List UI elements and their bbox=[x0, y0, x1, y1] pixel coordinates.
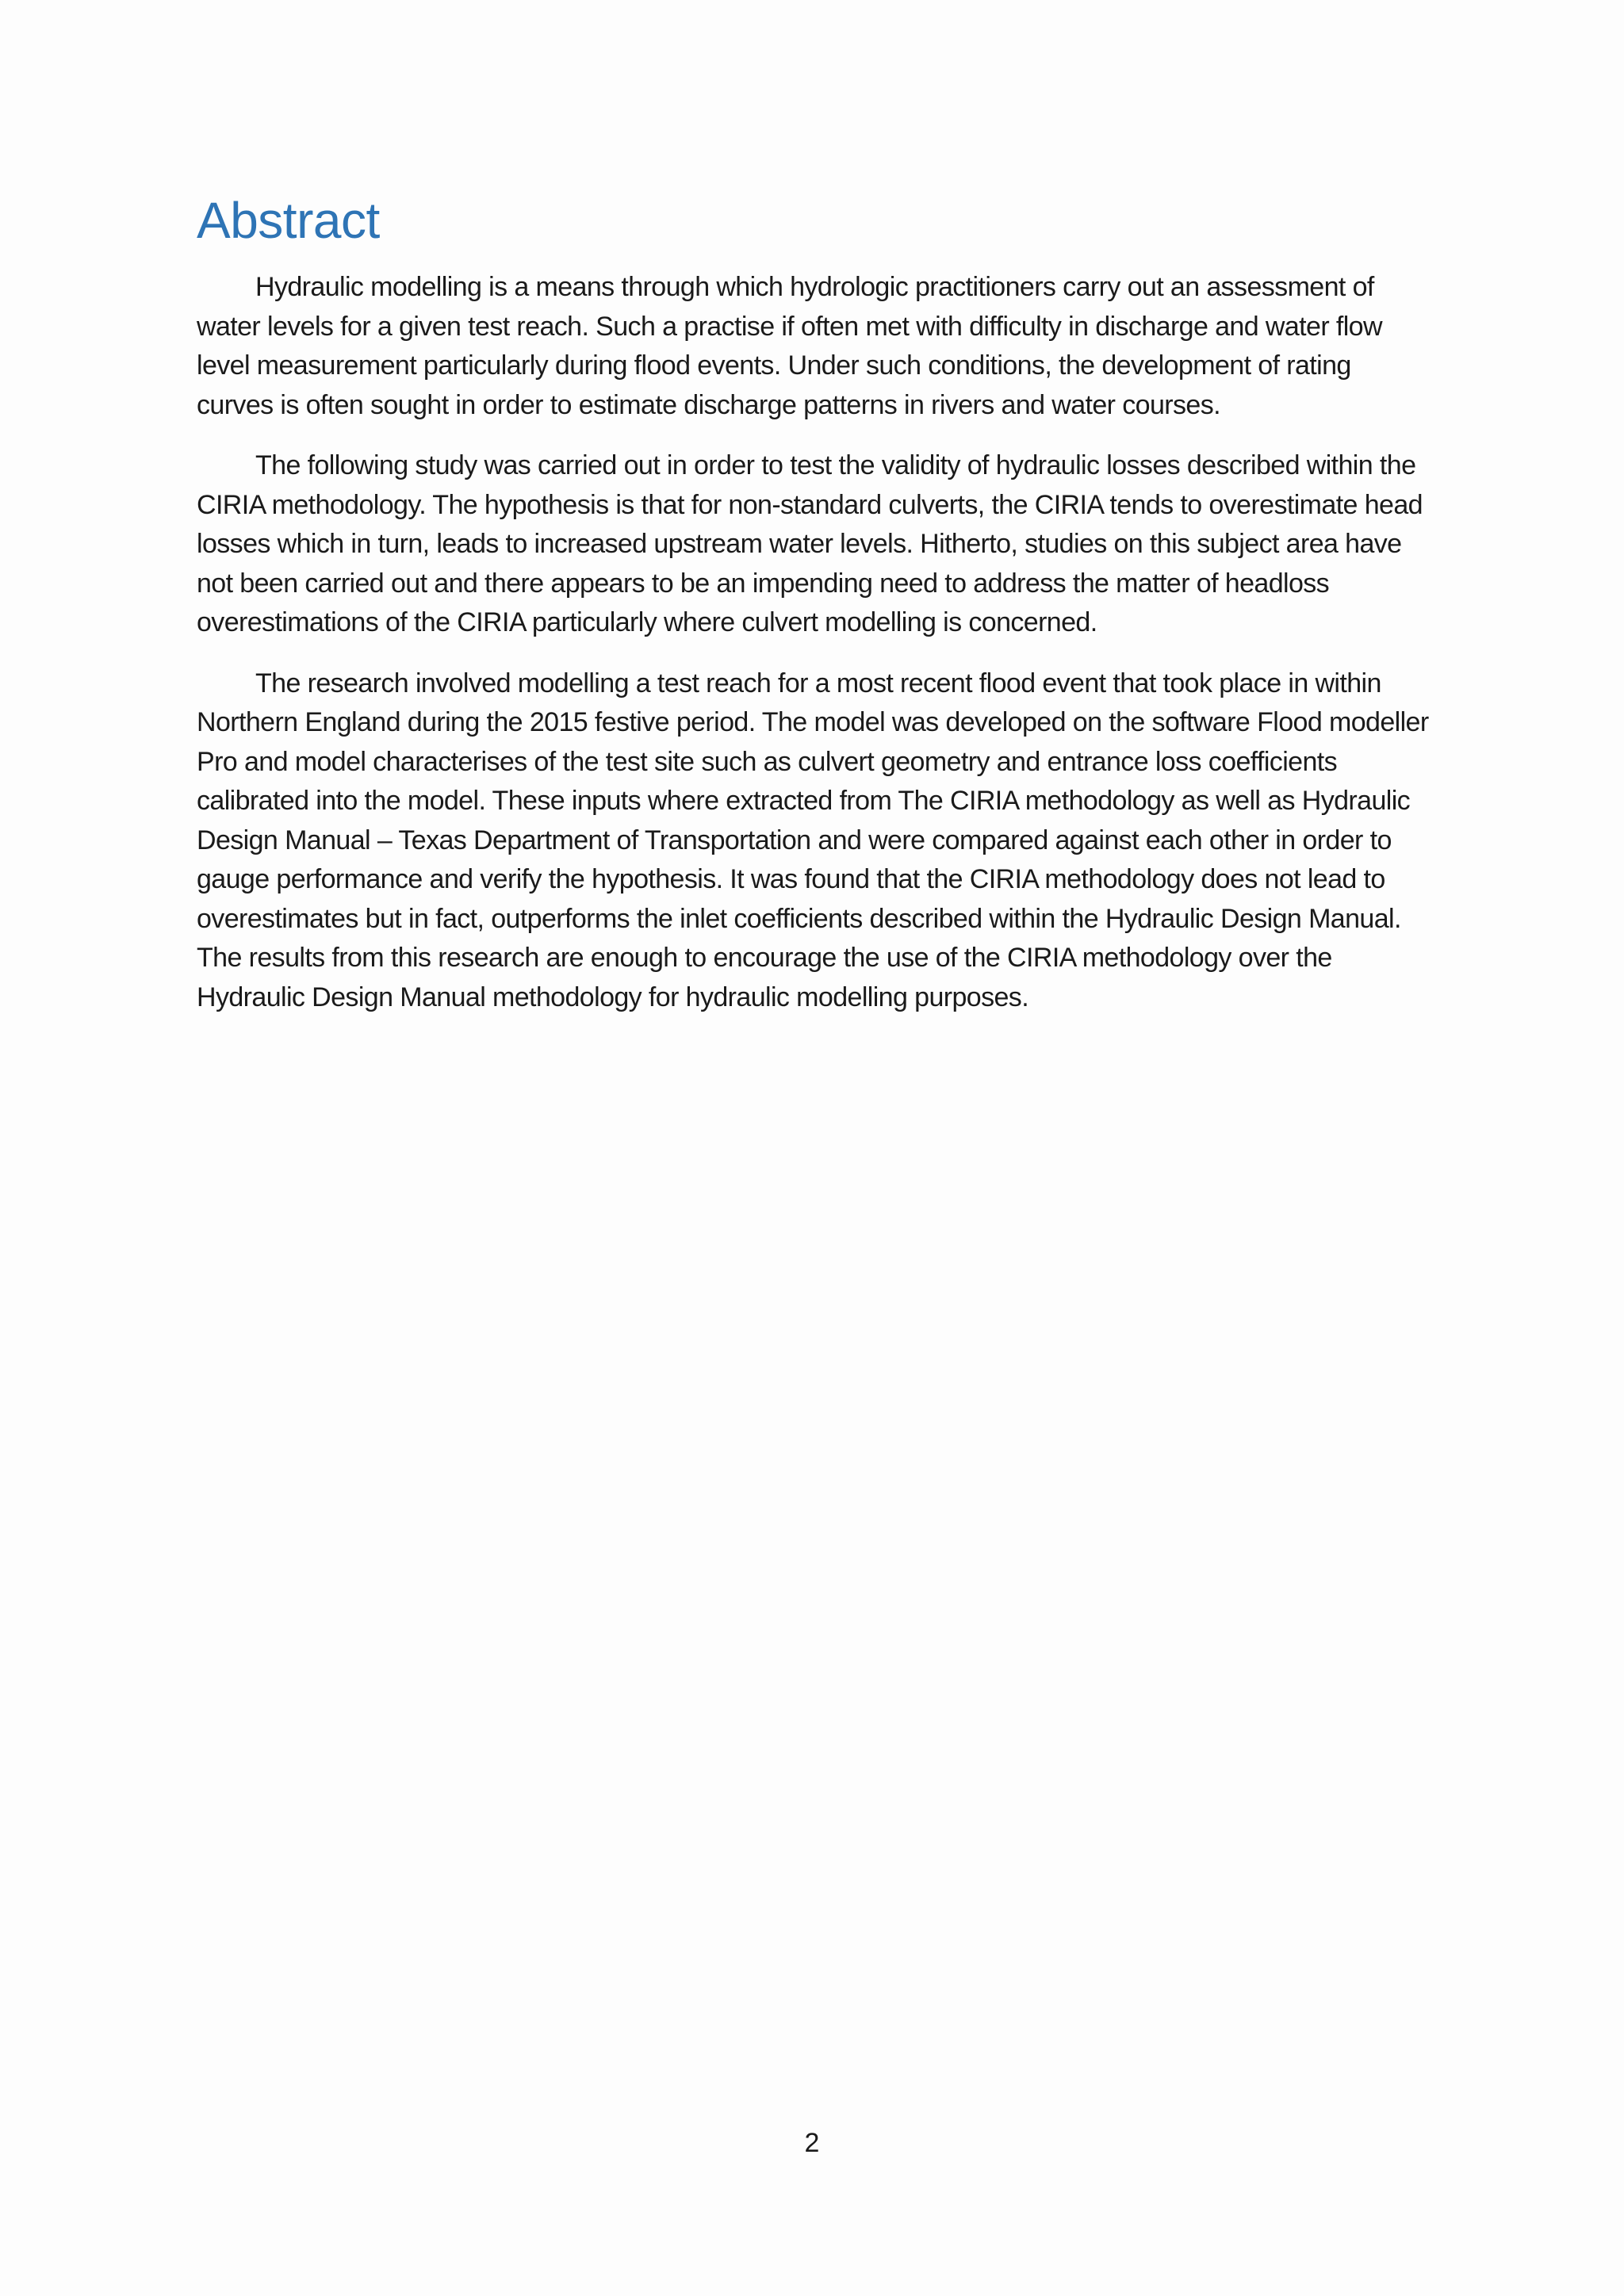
section-heading: Abstract bbox=[197, 192, 380, 249]
abstract-paragraph-2: The following study was carried out in order to test the validity of hydraulic losses described within the CIRIA methodology. The hypothesis is that for non-standard culverts, the CIRIA tends to overestimate head losses which in turn, leads to increased upstream water levels. Hitherto, studies on this subject area have not been carried out and there appears to be an impending need to address the matter of headloss overestimations of the CIRIA particularly where culvert modelling is concerned. bbox=[197, 450, 1423, 637]
page-number: 2 bbox=[804, 2128, 820, 2158]
abstract-paragraph-1: Hydraulic modelling is a means through which hydrologic practitioners carry out an assessment of water levels for a given test reach. Such a practise if often met with difficulty in discharge and water flow level measurement particularly during flood events. Under such conditions, the development of rating curves is often sought in order to estimate discharge patterns in rivers and water courses. bbox=[197, 272, 1382, 420]
abstract-paragraph-3: The research involved modelling a test reach for a most recent flood event that took place in within Northern England during the 2015 festive period. The model was developed on the software Flood modeller Pro and model characterises of the test site such as culvert geometry and entrance loss coefficients calibrated into the model. These inputs where extracted from The CIRIA methodology as well as Hydraulic Design Manual – Texas Department of Transportation and were compared against each other in order to gauge performance and verify the hypothesis. It was found that the CIRIA methodology does not lead to overestimates but in fact, outperforms the inlet coefficients described within the Hydraulic Design Manual. The results from this research are enough to encourage the use of the CIRIA methodology over the Hydraulic Design Manual methodology for hydraulic modelling purposes. bbox=[197, 668, 1429, 1012]
abstract-body bbox=[197, 268, 1434, 1039]
